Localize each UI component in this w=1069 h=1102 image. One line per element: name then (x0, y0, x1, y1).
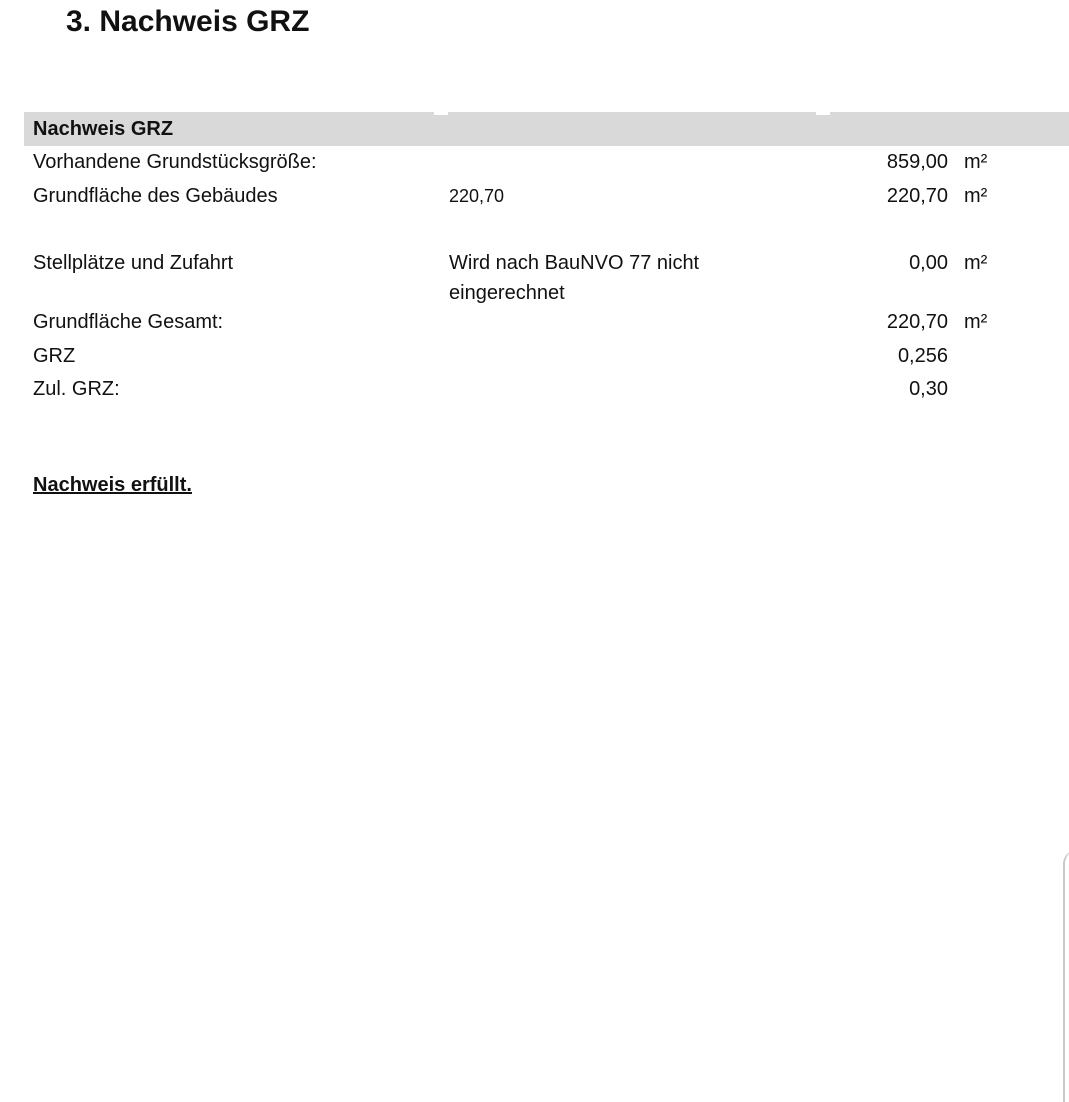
table-header (24, 112, 1069, 146)
row-note: 220,70 (449, 186, 505, 206)
row-value: 220,70 (886, 311, 948, 333)
page-edge (1063, 850, 1069, 1102)
column-separator (434, 112, 448, 115)
table-header-label: Nachweis GRZ (33, 118, 174, 140)
row-unit: m² (964, 185, 988, 207)
row-unit: m² (964, 151, 988, 173)
row-unit: m² (964, 252, 988, 274)
row-unit: m² (964, 311, 988, 333)
row-label: Vorhandene Grundstücksgröße: (33, 151, 317, 173)
row-value: 0,256 (897, 345, 948, 367)
column-separator (816, 112, 830, 115)
row-label: GRZ (33, 345, 76, 367)
result-text: Nachweis erfüllt. (33, 474, 192, 496)
row-label: Grundfläche Gesamt: (33, 311, 224, 333)
row-value: 0,00 (909, 252, 948, 274)
row-note: Wird nach BauNVO 77 nicht eingerechnet (449, 252, 700, 304)
row-value: 220,70 (886, 185, 948, 207)
row-label: Grundfläche des Gebäudes (33, 185, 278, 207)
page-title: 3. Nachweis GRZ (66, 5, 310, 38)
row-value: 0,30 (909, 378, 948, 400)
row-value: 859,00 (886, 151, 948, 173)
row-label: Stellplätze und Zufahrt (33, 252, 234, 274)
row-label: Zul. GRZ: (33, 378, 120, 400)
